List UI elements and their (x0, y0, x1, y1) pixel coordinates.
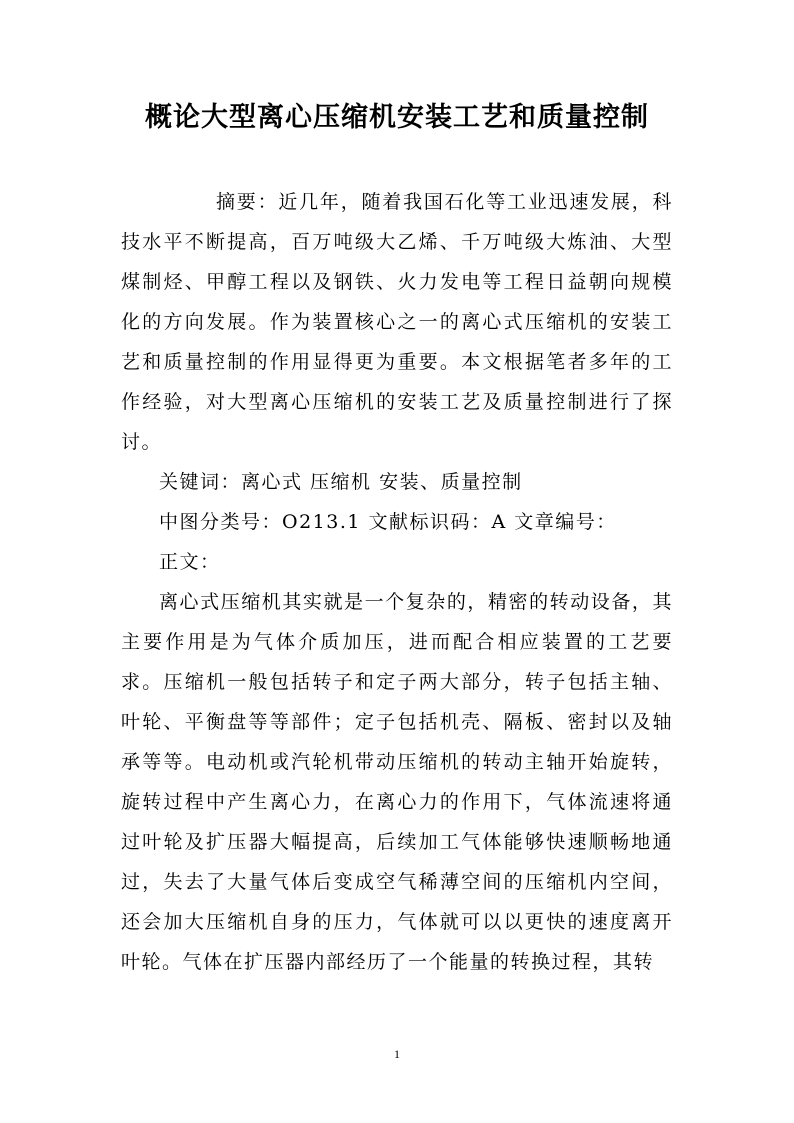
body-paragraph: 离心式压缩机其实就是一个复杂的，精密的转动设备，其主要作用是为气体介质加压，进而配合相应装置的工艺要求。压缩机一般包括转子和定子两大部分，转子包括主轴、叶轮、平衡盘等等部件；定子包括机壳、隔板、密封以及轴承等等。电动机或汽轮机带动压缩机的转动主轴开始旋转，旋转过程中产生离心力，在离心力的作用下，气体流速将通过叶轮及扩压器大幅提高，后续加工气体能够快速顺畅地通过，失去了大量气体后变成空气稀薄空间的压缩机内空间，还会加大压缩机自身的压力，气体就可以以更快的速度离开叶轮。气体在扩压器内部经历了一个能量的转换过程，其转 (121, 591, 673, 973)
abstract-paragraph: 摘要：近几年，随着我国石化等工业迅速发展，科技水平不断提高，百万吨级大乙烯、千万吨级大炼油、大型煤制烃、甲醇工程以及钢铁、火力发电等工程日益朝向规模化的方向发展。作为装置核心之一的离心式压缩机的安装工艺和质量控制的作用显得更为重要。本文根据笔者多年的工作经验，对大型离心压缩机的安装工艺及质量控制进行了探讨。 (121, 191, 673, 453)
classification-line: 中图分类号：O213.1 文献标识码：A 文章编号： (159, 511, 617, 533)
page-title: 概论大型离心压缩机安装工艺和质量控制 (145, 102, 649, 133)
body-label: 正文： (159, 551, 221, 573)
page-number: 1 (394, 1047, 400, 1061)
document-body (121, 182, 673, 982)
keywords-line: 关键词：离心式 压缩机 安装、质量控制 (159, 471, 523, 493)
